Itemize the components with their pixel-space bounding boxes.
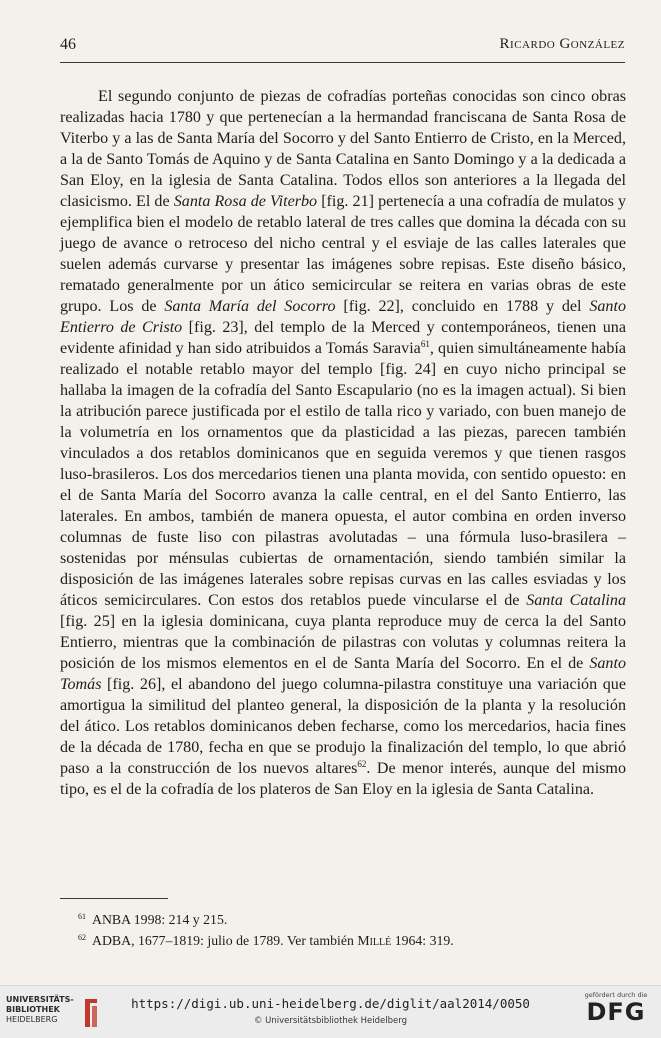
running-head: Ricardo González <box>499 36 625 52</box>
footnote-62: $^{62}$ ADBA, 1677–1819: julio de 1789. Ver también Millé 1964: 319. <box>78 933 454 948</box>
work-title: Santa Rosa de Viterbo <box>173 193 318 210</box>
work-title: Santa María del Socorro <box>164 298 336 315</box>
footnote-61: $^{61}$ ANBA 1998: 214 y 215. <box>78 912 228 927</box>
footnote-ref[interactable]: 62 <box>357 759 367 769</box>
page-header <box>60 36 625 63</box>
footnotes <box>78 909 454 951</box>
copyright-note: © Universitätsbibliothek Heidelberg <box>253 1016 407 1026</box>
body-text <box>60 86 626 800</box>
footnote-rule <box>60 898 168 899</box>
page-number: 46 <box>60 36 76 53</box>
digitization-footer <box>0 985 661 1038</box>
library-logo[interactable]: UNIVERSITÄTS- BIBLIOTHEK HEIDELBERG <box>6 995 106 1031</box>
work-title: Santo Entierro de Cristo <box>60 298 626 336</box>
work-title: Santa Catalina <box>526 592 626 609</box>
permalink-url[interactable]: https://digi.ub.uni-heidelberg.de/diglit/aal2014/0050 <box>131 996 530 1011</box>
main-paragraph: El segundo conjunto de piezas de cofradías porteñas conocidas son cinco obras realizadas hacia 1780 y que pertenecían a la hermandad franciscana de Santa Rosa de Viterbo y a las de Santa María del Socorro y del Santo Entierro de Cristo, en la Merced, a la de Santo Tomás de Aquino y de Santa Catalina en Santo Domingo y a la dedicada a San Eloy, en la iglesia de Santa Catalina. Todos ellos son anteriores a la llegada del clasicismo. El de Santa Rosa de Viterbo [fig. 21] pertenecía a una cofradía de mulatos y ejemplifica bien el modelo de retablo lateral de tres calles que domina la década con su juego de avance o retroceso del nicho central y el esviaje de las calles laterales que suelen además curvarse y presentar las imágenes sobre repisas. Este diseño básico, rematado generalmente por un ático semicircular se reitera en varias obras de este grupo. Los de Santa María del Socorro [fig. 22], concluido en 1788 y del Santo Entierro de Cristo [fig. 23], del templo de la Merced y contemporáneos, tienen una evidente afinidad y han sido atribuidos a Tomás Saravia$^{61}$, quien simultáneamente había realizado el notable retablo mayor del templo [fig. 24] en cuyo nicho principal se hallaba la imagen de la cofradía del Santo Escapulario (no es la imagen actual). Si bien la atribución parece justificada por el estilo de talla rico y variado, con buen manejo de la volumetría en los ornamentos que da plasticidad a las piezas, parecen también vinculados a dos retablos dominicanos que en seguida veremos y que tienen rasgos luso-brasileros. Los dos mercedarios tienen una planta movida, con sentido opuesto: en el de Santa María del Socorro avanza la calle central, en el del Santo Entierro, las laterales. En ambos, también de manera opuesta, el autor combina en orden inverso columnas de fuste liso con pilastras avolutadas – una fórmula luso-brasilera – sostenidas por ménsulas cubiertas de ornamentación, siendo también similar la disposición de las imágenes laterales sobre repisas curvas en las calles esviadas y los áticos semicirculares. Con estos dos retablos puede vincularse el de Santa Catalina [fig. 25] en la iglesia dominicana, cuya planta reproduce muy de cerca la del Santo Entierro, mientras que la combinación de pilastras con volutas y columnas reitera la posición de los mismos elementos en el de Santa María del Socorro. En el de Santo Tomás [fig. 26], el abandono del juego columna-pilastra constituye una variación que amortigua la similitud del planteo general, la disposición de la planta y la resolución del ático. Los retablos dominicanos deben fecharse, como los mercedarios, hacia fines de la década de 1780, fecha en que se produjo la finalización del templo, lo que abrió paso a la construcción de los nuevos altares$^{62}$. De menor interés, aunque del mismo tipo, es el de la cofradía de los plateros de San Eloy en la iglesia de Santa Catalina. <box>60 88 627 798</box>
work-title: Santo Tomás <box>60 655 626 693</box>
dfg-logo[interactable]: gefördert durch die DFG <box>584 991 648 1026</box>
footnote-ref[interactable]: 61 <box>420 339 430 349</box>
